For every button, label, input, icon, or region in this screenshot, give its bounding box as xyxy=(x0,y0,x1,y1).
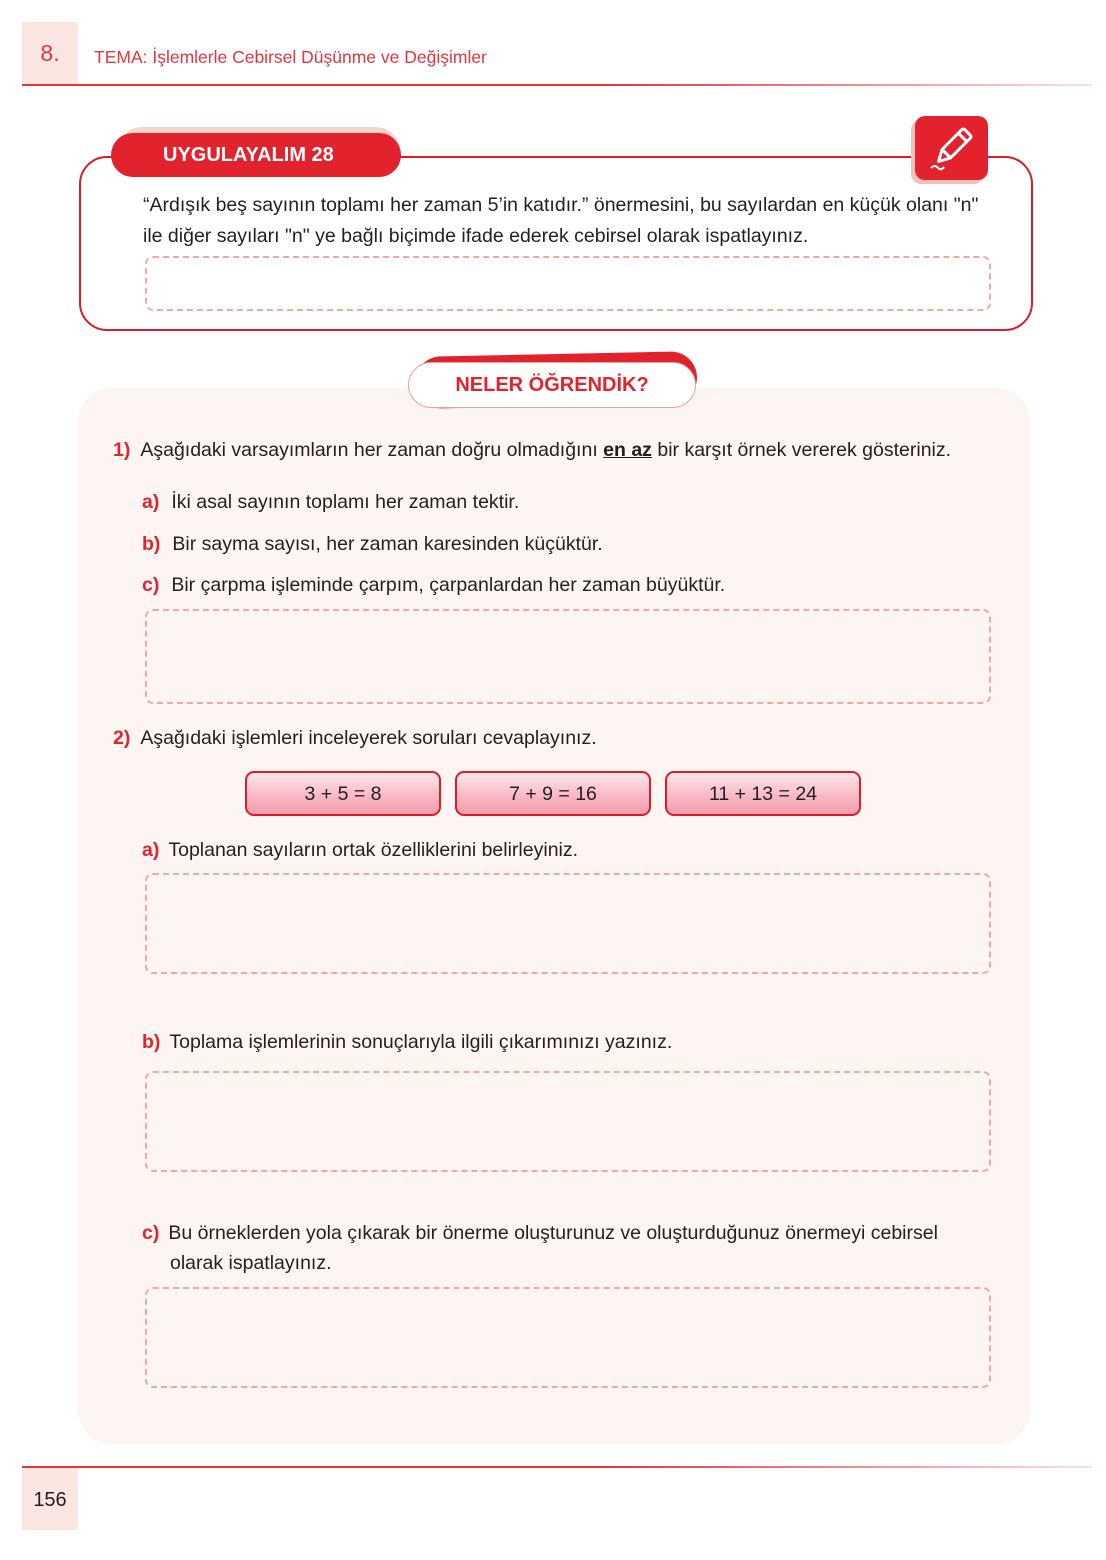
footer-divider xyxy=(22,1466,1092,1468)
question-1 xyxy=(113,439,951,462)
question-1a-label: a) xyxy=(142,491,160,513)
question-2c-line2: olarak ispatlayınız. xyxy=(170,1252,332,1274)
question-1c-text: Bir çarpma işleminde çarpım, çarpanlardan her zaman büyüktür. xyxy=(171,574,726,596)
question-1a xyxy=(142,491,519,514)
header-divider xyxy=(22,84,1092,86)
question-1c xyxy=(142,574,725,597)
question-1-text-after: bir karşıt örnek vererek gösteriniz. xyxy=(651,439,952,461)
question-2c-text-line1: Bu örneklerden yola çıkarak bir önerme oluşturunuz ve oluşturduğunuz önermeyi cebirsel xyxy=(168,1222,938,1244)
question-2b-label: b) xyxy=(142,1031,161,1053)
question-2b-text: Toplama işlemlerinin sonuçlarıyla ilgili çıkarımınızı yazınız. xyxy=(169,1031,673,1053)
activity-answer-box[interactable] xyxy=(145,256,991,311)
question-1-emphasis: en az xyxy=(603,439,652,461)
question-2-text: Aşağıdaki işlemleri inceleyerek soruları cevaplayınız. xyxy=(140,727,597,749)
equation-card: 7 + 9 = 16 xyxy=(455,771,651,816)
equation-card: 3 + 5 = 8 xyxy=(245,771,441,816)
question-1c-label: c) xyxy=(142,574,160,596)
question-2c-answer-box[interactable] xyxy=(145,1287,991,1388)
question-2b xyxy=(142,1031,672,1054)
question-2b-answer-box[interactable] xyxy=(145,1071,991,1172)
question-1-answer-box[interactable] xyxy=(145,609,991,704)
question-1b xyxy=(142,533,603,556)
question-1b-label: b) xyxy=(142,533,161,555)
question-2a-text: Toplanan sayıların ortak özelliklerini belirleyiniz. xyxy=(168,839,579,861)
question-2a xyxy=(142,839,578,862)
question-2a-label: a) xyxy=(142,839,160,861)
question-2c xyxy=(142,1222,938,1245)
pencil-icon xyxy=(915,116,988,180)
activity-text: “Ardışık beş sayının toplamı her zaman 5’in katıdır.” önermesini, bu sayılardan en küçük olanı "n" ile diğer sayıları "n" ye bağlı biçimde ifade ederek cebirsel olarak ispatlayınız. xyxy=(143,194,979,247)
question-1b-text: Bir sayma sayısı, her zaman karesinden küçüktür. xyxy=(172,533,603,555)
question-1-number: 1) xyxy=(113,439,131,461)
question-1a-text: İki asal sayının toplamı her zaman tektir. xyxy=(171,491,520,513)
question-2a-answer-box[interactable] xyxy=(145,873,991,974)
header-theme: TEMA: İşlemlerle Cebirsel Düşünme ve Değişimler xyxy=(94,47,487,67)
activity-title: UYGULAYALIM 28 xyxy=(111,133,401,177)
question-2c-label: c) xyxy=(142,1222,160,1244)
question-2 xyxy=(113,727,597,750)
question-2-number: 2) xyxy=(113,727,131,749)
page-number: 156 xyxy=(33,1489,67,1511)
header-grade: 8. xyxy=(40,40,60,66)
review-title: NELER ÖĞRENDİK? xyxy=(408,362,696,408)
question-1-text-before: Aşağıdaki varsayımların her zaman doğru olmadığını xyxy=(140,439,604,461)
equation-card: 11 + 13 = 24 xyxy=(665,771,861,816)
